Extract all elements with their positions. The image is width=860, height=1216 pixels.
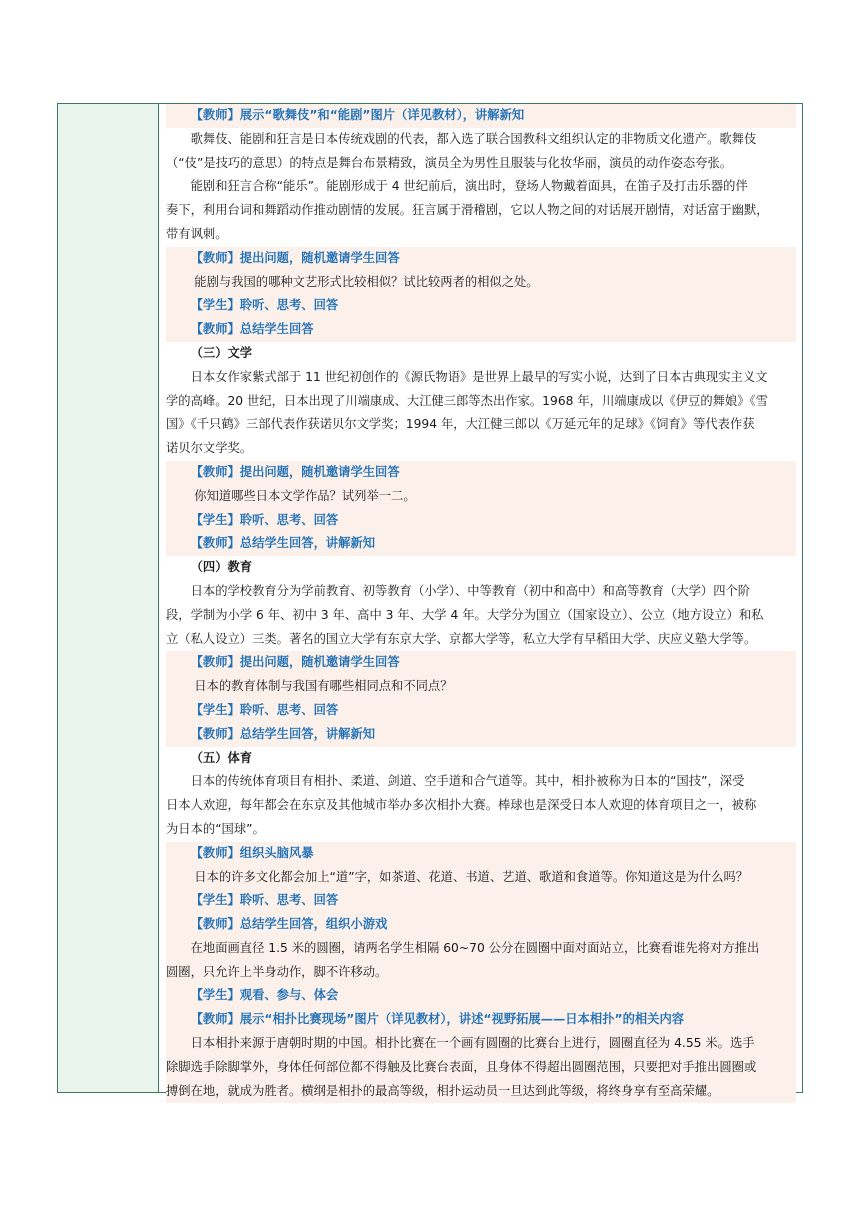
paragraph-line: 段，学制为小学 6 年、初中 3 年、高中 3 年、大学 4 年。大学分为国立（国家设立）、公立（地方设立）和私 (166, 607, 764, 622)
role-instruction: 【教师】总结学生回答，讲解新知 (166, 723, 796, 747)
content-column (160, 104, 802, 1098)
paragraph-line: 立（私人设立）三类。著名的国立大学有东京大学、京都大学等，私立大学有早稻田大学、庆应义塾大学等。 (166, 631, 757, 646)
role-instruction: 【教师】总结学生回答 (166, 318, 796, 342)
paragraph-line: 能剧和狂言合称“能乐”。能剧形成于 4 世纪前后，演出时，登场人物戴着面具，在笛子及打击乐器的伴 (190, 179, 748, 194)
paragraph-line: 日本的学校教育分为学前教育、初等教育（小学）、中等教育（初中和高中）和高等教育（大学）四个阶 (190, 583, 751, 598)
role-instruction: 【学生】聆听、思考、回答 (166, 509, 796, 533)
question-text: 日本的许多文化都会加上“道”字，如茶道、花道、书道、艺道、歌道和食道等。你知道这是为什么吗？ (166, 866, 796, 890)
role-instruction: 【教师】组织头脑风暴 (166, 842, 796, 866)
paragraph-line: 日本相扑来源于唐朝时期的中国。相扑比赛在一个画有圆圈的比赛台上进行，圆圈直径为 4.55 米。选手 (166, 1032, 796, 1056)
section-heading: （三）文学 (190, 345, 253, 360)
role-instruction: 【教师】提出问题，随机邀请学生回答 (166, 461, 796, 485)
role-instruction: 【教师】提出问题，随机邀请学生回答 (166, 247, 796, 271)
role-instruction: 【学生】观看、参与、体会 (166, 984, 796, 1008)
paragraph-line: 诺贝尔文学奖。 (166, 441, 253, 456)
paragraph-line: 圆圈，只允许上半身动作，脚不许移动。 (166, 961, 796, 985)
paragraph-line: 除脚选手除脚掌外，身体任何部位都不得触及比赛台表面，且身体不得超出圆圈范围，只要把对手推出圆圈或 (166, 1056, 796, 1080)
role-instruction: 【学生】聆听、思考、回答 (166, 294, 796, 318)
question-text: 日本的教育体制与我国有哪些相同点和不同点？ (166, 675, 796, 699)
paragraph-line: 日本人欢迎，每年都会在东京及其他城市举办多次相扑大赛。棒球也是深受日本人欢迎的体育项目之一，被称 (166, 798, 757, 813)
paragraph-line: 为日本的“国球”。 (166, 821, 265, 836)
role-instruction: 【教师】提出问题，随机邀请学生回答 (166, 651, 796, 675)
role-instruction: 【教师】总结学生回答，讲解新知 (166, 532, 796, 556)
paragraph-line: 搏倒在地，就成为胜者。横纲是相扑的最高等级，相扑运动员一旦达到此等级，将终身享有至高荣耀。 (166, 1080, 796, 1104)
paragraph-line: 日本女作家紫式部于 11 世纪初创作的《源氏物语》是世界上最早的写实小说，达到了日本古典现实主义文 (190, 369, 768, 384)
paragraph-line: 奏下，利用台词和舞蹈动作推动剧情的发展。狂言属于滑稽剧，它以人物之间的对话展开剧情，对话富于幽默， (166, 203, 769, 218)
paragraph-line: 带有讽刺。 (166, 226, 228, 241)
paragraph-line: 学的高峰。20 世纪，日本出现了川端康成、大江健三郎等杰出作家。1968 年，川端康成以《伊豆的舞娘》《雪 (166, 393, 768, 408)
role-instruction: 【教师】展示“歌舞伎”和“能剧”图片（详见教材），讲解新知 (166, 104, 796, 128)
question-text: 能剧与我国的哪种文艺形式比较相似？试比较两者的相似之处。 (166, 271, 796, 295)
paragraph-line: 国》《千只鹤》三部代表作获诺贝尔文学奖；1994 年，大江健三郎以《万延元年的足球》《饲育》等代表作获 (166, 417, 755, 432)
left-column (58, 104, 159, 1092)
role-instruction: 【学生】聆听、思考、回答 (166, 889, 796, 913)
lesson-table (57, 103, 803, 1098)
paragraph-line: 歌舞伎、能剧和狂言是日本传统戏剧的代表，都入选了联合国教科文组织认定的非物质文化遗产。歌舞伎 (190, 131, 757, 146)
paragraph-line: 日本的传统体育项目有相扑、柔道、剑道、空手道和合气道等。其中，相扑被称为日本的“国技”，深受 (190, 774, 745, 789)
section-heading: （五）体育 (190, 750, 253, 765)
paragraph-line: （“伎”是技巧的意思）的特点是舞台布景精致，演员全为男性且服装与化妆华丽，演员的动作姿态夸张。 (166, 155, 733, 170)
question-text: 你知道哪些日本文学作品？试列举一二。 (166, 485, 796, 509)
role-instruction: 【教师】展示“相扑比赛现场”图片（详见教材），讲述“视野拓展——日本相扑”的相关内容 (166, 1008, 796, 1032)
section-heading: （四）教育 (190, 560, 253, 575)
role-instruction: 【学生】聆听、思考、回答 (166, 699, 796, 723)
paragraph-line: 在地面画直径 1.5 米的圆圈，请两名学生相隔 60~70 公分在圆圈中面对面站立，比赛看谁先将对方推出 (166, 937, 796, 961)
role-instruction: 【教师】总结学生回答，组织小游戏 (166, 913, 796, 937)
